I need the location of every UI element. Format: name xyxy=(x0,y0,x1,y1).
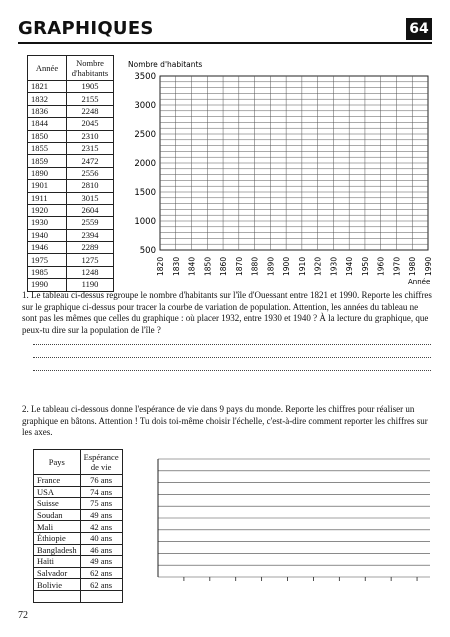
year-cell: 1890 xyxy=(28,167,67,179)
x-tick-label: 1900 xyxy=(282,256,292,276)
answer-line[interactable] xyxy=(33,357,431,358)
country-cell: Mali xyxy=(34,521,81,533)
x-tick-label: 1940 xyxy=(345,256,355,276)
year-cell: 1855 xyxy=(28,142,67,154)
year-cell: 1920 xyxy=(28,204,67,216)
year-cell: 1832 xyxy=(28,93,67,105)
population-table xyxy=(27,55,114,292)
table-row xyxy=(34,579,123,591)
year-cell: 1821 xyxy=(28,81,67,93)
x-tick-label: 1990 xyxy=(424,256,433,276)
population-cell: 2045 xyxy=(67,118,114,130)
year-cell: 1946 xyxy=(28,242,67,254)
y-tick-label: 1500 xyxy=(134,188,156,198)
year-cell: 1990 xyxy=(28,279,67,291)
col-header-population: Nombre d'habitants xyxy=(67,56,114,81)
col-header-year: Année xyxy=(28,56,67,81)
population-cell: 2604 xyxy=(67,204,114,216)
population-cell: 1190 xyxy=(67,279,114,291)
population-chart xyxy=(120,56,433,286)
table-row xyxy=(34,475,123,487)
population-cell: 2810 xyxy=(67,180,114,192)
answer-line[interactable] xyxy=(33,344,431,345)
page-badge: 64 xyxy=(406,18,432,40)
table-row xyxy=(34,544,123,556)
col-header-life: Espérance de vie xyxy=(80,450,122,475)
y-tick-label: 3500 xyxy=(134,72,156,82)
life-expectancy-cell: 49 ans xyxy=(80,556,122,568)
question-1: 1. Le tableau ci-dessus regroupe le nombre d'habitants sur l'île d'Ouessant entre 1821 et 1990. Reporte les chiffres sur le graphique ci-dessus pour tracer la courbe de variation de population. Attention, les années du tableau ne sont pas les mêmes que celles du graphique : où placer 1932, entre 1930 et 1940 ? À la lecture du graphique, que peux-tu dire sur la population de l'île ? xyxy=(22,290,432,335)
blank-bar-chart-grid[interactable] xyxy=(150,455,432,585)
x-tick-label: 1980 xyxy=(408,256,418,276)
table-row xyxy=(34,567,123,579)
year-cell: 1850 xyxy=(28,130,67,142)
table-row xyxy=(28,155,114,167)
y-axis-label: Nombre d'habitants xyxy=(128,60,203,69)
y-tick-label: 2500 xyxy=(134,130,156,140)
empty-cell[interactable] xyxy=(34,590,81,602)
table-row xyxy=(28,81,114,93)
year-cell: 1836 xyxy=(28,105,67,117)
question-2: 2. Le tableau ci-dessous donne l'espérance de vie dans 9 pays du monde. Reporte les chiffres pour réaliser un graphique en bâtons. Attention ! Tu dois toi-même choisir l'échelle, c'est-à-dire comment reporter les chiffres sur les axes. xyxy=(22,404,428,437)
x-tick-label: 1970 xyxy=(392,256,402,276)
table-row xyxy=(28,217,114,229)
table-row xyxy=(34,486,123,498)
life-expectancy-cell: 75 ans xyxy=(80,498,122,510)
country-cell: Haïti xyxy=(34,556,81,568)
y-tick-label: 2000 xyxy=(134,159,156,169)
country-cell: Bangladesh xyxy=(34,544,81,556)
table-row xyxy=(28,93,114,105)
country-cell: Bolivie xyxy=(34,579,81,591)
x-tick-label: 1830 xyxy=(171,256,181,276)
life-expectancy-cell: 42 ans xyxy=(80,521,122,533)
table-row xyxy=(28,229,114,241)
population-cell: 2315 xyxy=(67,142,114,154)
year-cell: 1859 xyxy=(28,155,67,167)
table-row xyxy=(28,180,114,192)
x-tick-label: 1920 xyxy=(313,256,323,276)
table-row xyxy=(28,105,114,117)
x-tick-label: 1910 xyxy=(297,256,307,276)
population-cell: 1248 xyxy=(67,266,114,278)
table-row xyxy=(28,118,114,130)
population-cell: 2289 xyxy=(67,242,114,254)
x-tick-label: 1880 xyxy=(250,256,260,276)
table-row xyxy=(28,204,114,216)
population-cell: 2155 xyxy=(67,93,114,105)
table-row xyxy=(34,556,123,568)
life-expectancy-cell: 40 ans xyxy=(80,532,122,544)
year-cell: 1940 xyxy=(28,229,67,241)
table-row xyxy=(34,509,123,521)
x-tick-label: 1960 xyxy=(376,256,386,276)
year-cell: 1930 xyxy=(28,217,67,229)
year-cell: 1844 xyxy=(28,118,67,130)
x-axis-label: Année xyxy=(408,278,431,286)
country-cell: Soudan xyxy=(34,509,81,521)
header-rule xyxy=(18,42,432,44)
population-cell: 2310 xyxy=(67,130,114,142)
y-tick-label: 1000 xyxy=(134,217,156,227)
year-cell: 1911 xyxy=(28,192,67,204)
x-tick-label: 1930 xyxy=(329,256,339,276)
life-expectancy-cell: 49 ans xyxy=(80,509,122,521)
country-cell: Suisse xyxy=(34,498,81,510)
population-cell: 1905 xyxy=(67,81,114,93)
page-number: 72 xyxy=(18,610,28,621)
y-tick-label: 500 xyxy=(139,246,156,256)
table-row xyxy=(28,254,114,266)
year-cell: 1901 xyxy=(28,180,67,192)
x-tick-label: 1950 xyxy=(360,256,370,276)
table-row xyxy=(28,192,114,204)
x-tick-label: 1820 xyxy=(156,256,165,276)
life-expectancy-cell: 62 ans xyxy=(80,579,122,591)
population-cell: 2559 xyxy=(67,217,114,229)
population-cell: 2472 xyxy=(67,155,114,167)
table-row xyxy=(28,130,114,142)
population-cell: 2556 xyxy=(67,167,114,179)
x-tick-label: 1850 xyxy=(203,256,213,276)
life-expectancy-table xyxy=(33,449,123,603)
table-row xyxy=(34,521,123,533)
table-row-empty[interactable] xyxy=(34,590,123,602)
y-tick-label: 3000 xyxy=(134,101,156,111)
x-tick-label: 1870 xyxy=(234,256,244,276)
country-cell: France xyxy=(34,475,81,487)
table-row xyxy=(28,167,114,179)
life-expectancy-cell: 62 ans xyxy=(80,567,122,579)
col-header-country: Pays xyxy=(34,450,81,475)
population-cell: 1275 xyxy=(67,254,114,266)
table-row xyxy=(28,242,114,254)
country-cell: USA xyxy=(34,486,81,498)
page-title: GRAPHIQUES xyxy=(18,18,154,39)
population-cell: 2394 xyxy=(67,229,114,241)
table-row xyxy=(34,532,123,544)
population-cell: 3015 xyxy=(67,192,114,204)
country-cell: Éthiopie xyxy=(34,532,81,544)
empty-cell[interactable] xyxy=(80,590,122,602)
population-cell: 2248 xyxy=(67,105,114,117)
table-row xyxy=(34,498,123,510)
year-cell: 1985 xyxy=(28,266,67,278)
year-cell: 1975 xyxy=(28,254,67,266)
table-row xyxy=(28,142,114,154)
country-cell: Salvador xyxy=(34,567,81,579)
page-header xyxy=(18,18,432,40)
x-tick-label: 1890 xyxy=(266,256,276,276)
table-row xyxy=(28,266,114,278)
x-tick-label: 1860 xyxy=(219,256,229,276)
life-expectancy-cell: 74 ans xyxy=(80,486,122,498)
x-tick-label: 1840 xyxy=(187,256,197,276)
answer-line[interactable] xyxy=(33,370,431,371)
life-expectancy-cell: 76 ans xyxy=(80,475,122,487)
life-expectancy-cell: 46 ans xyxy=(80,544,122,556)
